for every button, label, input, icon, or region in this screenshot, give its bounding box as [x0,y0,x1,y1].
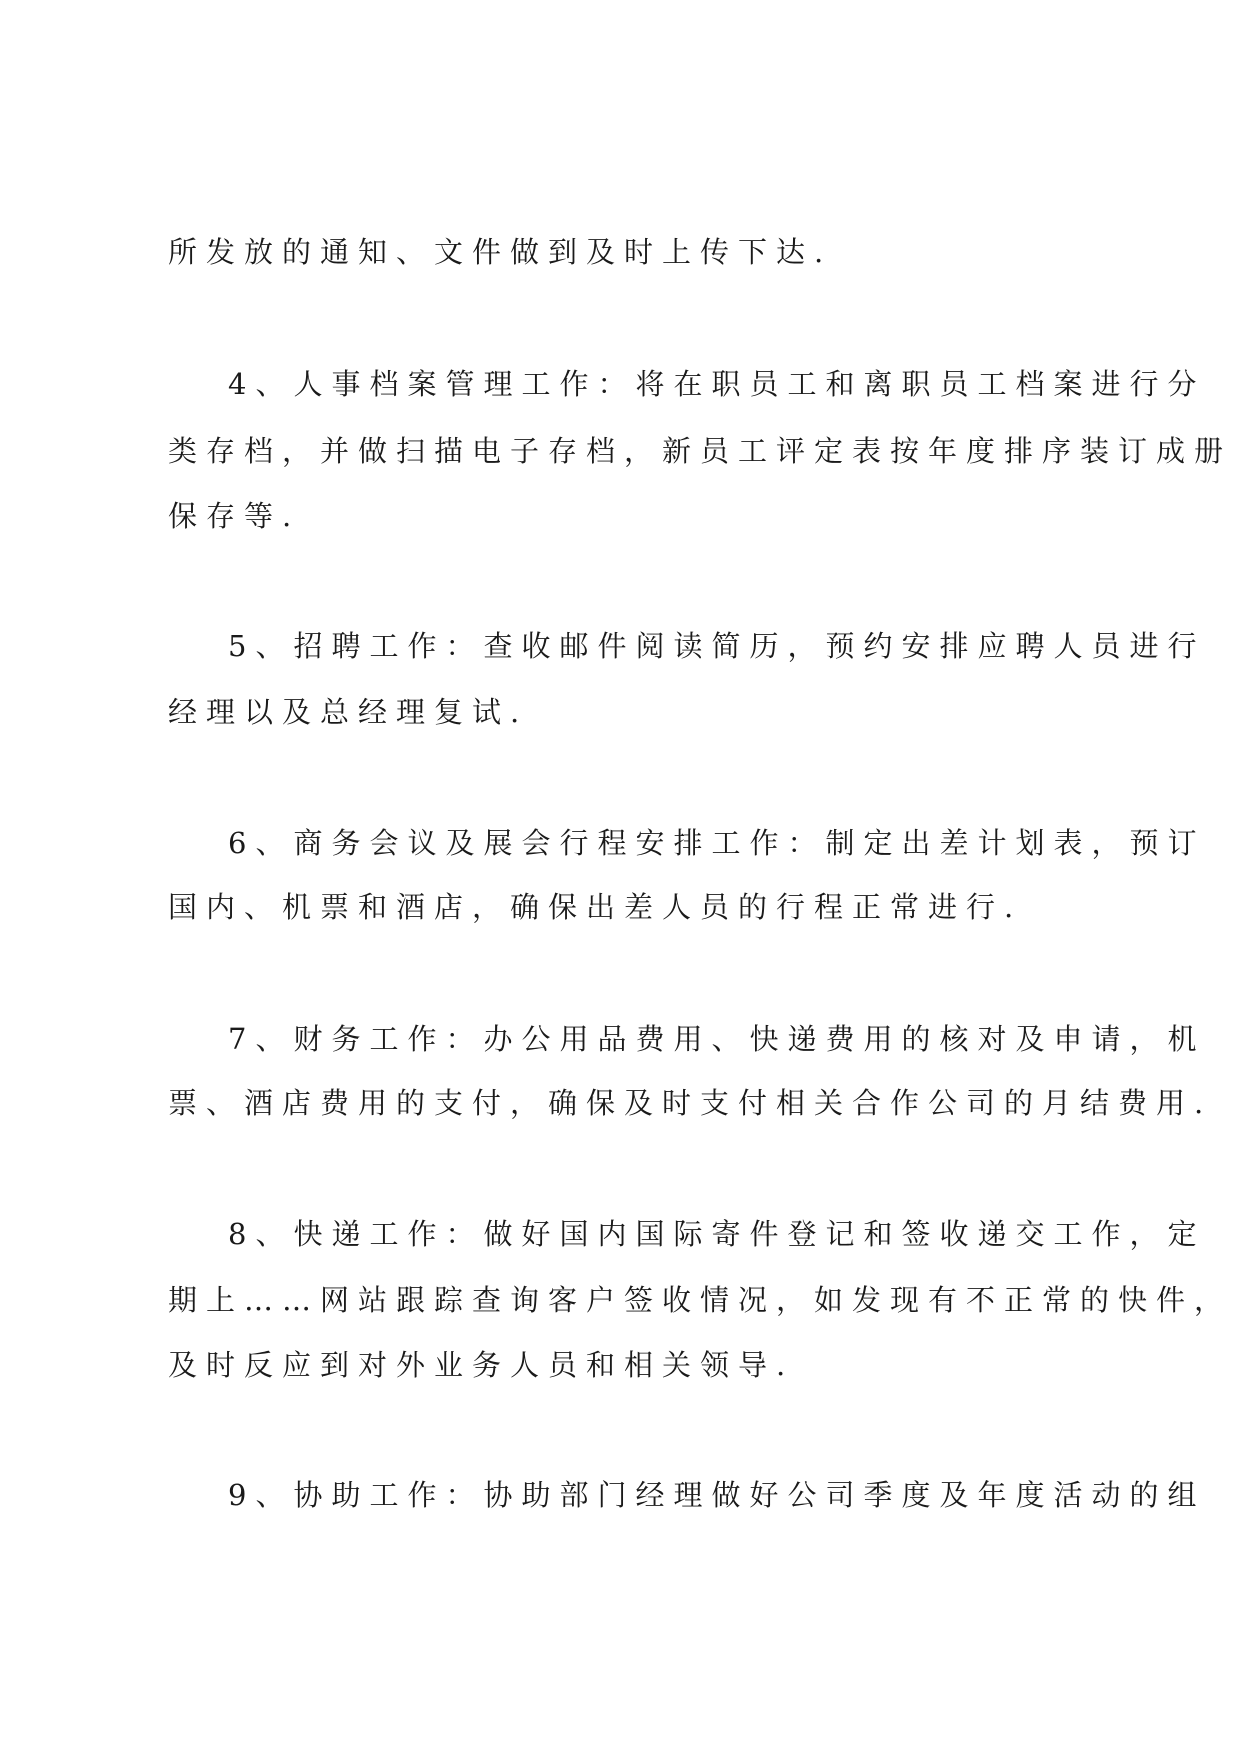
paragraph-line: 6、商务会议及展会行程安排工作：制定出差计划表，预订 [228,826,1206,860]
paragraph-line: 7、财务工作：办公用品费用、快递费用的核对及申请，机 [228,1022,1206,1056]
paragraph-line: 国内、机票和酒店，确保出差人员的行程正常进行. [168,890,1023,924]
paragraph-line: 5、招聘工作：查收邮件阅读简历，预约安排应聘人员进行 [228,629,1206,663]
paragraph-line: 9、协助工作：协助部门经理做好公司季度及年度活动的组 [228,1478,1206,1512]
paragraph-line: 类存档，并做扫描电子存档，新员工评定表按年度排序装订成册 [168,434,1233,468]
paragraph-line: 票、酒店费用的支付，确保及时支付相关合作公司的月结费用. [168,1086,1213,1120]
paragraph-line: 所发放的通知、文件做到及时上传下达. [168,235,833,269]
paragraph-line: 8、快递工作：做好国内国际寄件登记和签收递交工作，定 [228,1217,1206,1251]
paragraph-line: 保存等. [168,499,301,533]
paragraph-line: 经理以及总经理复试. [168,695,529,729]
paragraph-line: 及时反应到对外业务人员和相关领导. [168,1348,795,1382]
paragraph-line: 期上……网站跟踪查询客户签收情况，如发现有不正常的快件， [168,1283,1233,1317]
paragraph-line: 4、人事档案管理工作：将在职员工和离职员工档案进行分 [228,367,1206,401]
